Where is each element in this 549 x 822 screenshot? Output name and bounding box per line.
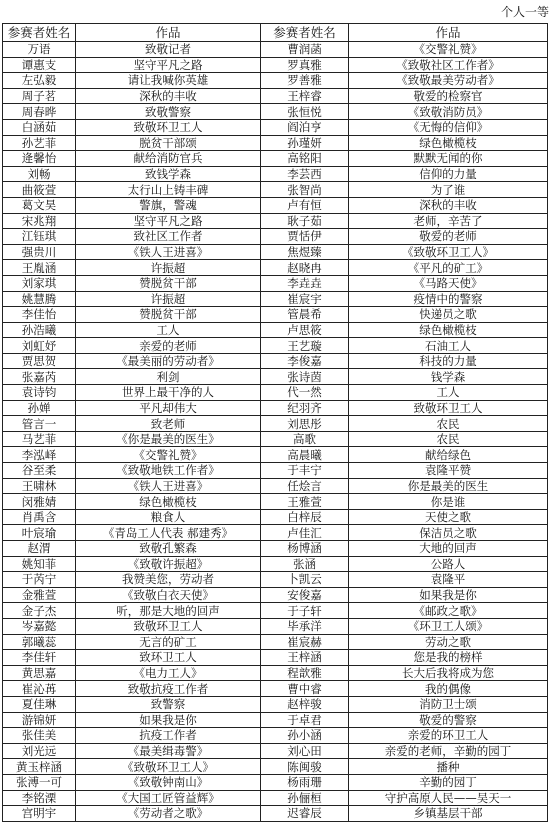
work-title-cell[interactable]: 《劳动者之歌》 [76,806,261,822]
entrant-name-cell[interactable]: 夏佳琳 [3,696,76,712]
work-title-cell[interactable]: 消防卫士颂 [349,696,548,712]
work-title-cell[interactable]: 《青岛工人代表 郝建秀》 [76,525,261,541]
work-title-cell[interactable]: 保洁员之歌 [349,525,548,541]
work-title-cell[interactable]: 您是我的榜样 [349,650,548,666]
work-title-cell[interactable]: 坚守平凡之路 [76,57,261,73]
work-title-cell[interactable]: 致钱学森 [76,166,261,182]
work-title-cell[interactable]: 为了谁 [349,182,548,198]
work-title-cell[interactable]: 《环卫工人颂》 [349,618,548,634]
work-title-cell[interactable]: 请让我喊你英雄 [76,73,261,89]
work-title-cell[interactable]: 如果我是你 [76,712,261,728]
work-title-cell[interactable]: 警旗，警魂 [76,197,261,213]
entrant-name-cell[interactable]: 焦煜臻 [261,244,349,260]
work-title-cell[interactable]: 信仰的力量 [349,166,548,182]
entrant-name-cell[interactable]: 杨博涵 [261,541,349,557]
entrant-name-cell[interactable]: 李芸西 [261,166,349,182]
entrant-name-cell[interactable]: 管言一 [3,416,76,432]
work-title-cell[interactable]: 农民 [349,416,548,432]
entrant-name-cell[interactable]: 陈闽骏 [261,759,349,775]
entrant-name-cell[interactable]: 赵梓骏 [261,696,349,712]
entrant-name-cell[interactable]: 孙小涵 [261,728,349,744]
work-title-cell[interactable]: 工人 [76,322,261,338]
table-row [3,603,548,619]
table-row [3,73,548,89]
work-title-cell[interactable]: 天使之歌 [349,509,548,525]
work-title-cell[interactable]: 《致敬环卫工人》 [349,244,548,260]
entrant-name-cell[interactable]: 谭惠支 [3,57,76,73]
table-body [3,42,548,822]
work-title-cell[interactable]: 致敬孔繁森 [76,541,261,557]
table-row [3,587,548,603]
table-row [3,696,548,712]
entrant-name-cell[interactable]: 孙浩曦 [3,322,76,338]
table-row [3,135,548,151]
entrant-name-cell[interactable]: 张嘉芮 [3,369,76,385]
work-title-cell[interactable]: 《致敬最美劳动者》 [349,73,548,89]
table-row [3,774,548,790]
entrant-name-cell[interactable]: 于芮宁 [3,572,76,588]
table-row [3,57,548,73]
entrant-name-cell[interactable]: 贾思贺 [3,353,76,369]
entrant-name-cell[interactable]: 孙俪桓 [261,790,349,806]
work-title-cell[interactable]: 农民 [349,431,548,447]
work-title-cell[interactable]: 《交警礼赞》 [76,447,261,463]
work-title-cell[interactable]: 我的偶像 [349,681,548,697]
entrant-name-cell[interactable]: 耿子茹 [261,213,349,229]
work-title-cell[interactable]: 无言的矿工 [76,634,261,650]
table-row [3,229,548,245]
work-title-cell[interactable]: 《你是最美的医生》 [76,431,261,447]
table-row [3,338,548,354]
entrant-name-cell[interactable]: 王雅萱 [261,494,349,510]
entrant-name-cell[interactable]: 李铭溧 [3,790,76,806]
entrant-name-cell[interactable]: 白梓辰 [261,509,349,525]
work-title-cell[interactable]: 我赞美您，劳动者 [76,572,261,588]
work-title-cell[interactable]: 致敬记者 [76,42,261,58]
entrant-name-cell[interactable]: 刘畅 [3,166,76,182]
entrant-name-cell[interactable]: 马艺菲 [3,431,76,447]
work-title-cell[interactable]: 绿色橄榄枝 [76,494,261,510]
header-name-left[interactable]: 参赛者姓名 [3,24,76,42]
table-row [3,681,548,697]
work-title-cell[interactable]: 深秋的丰收 [76,88,261,104]
work-title-cell[interactable]: 工人 [349,385,548,401]
table-row [3,634,548,650]
sheet-caption-bar [0,0,549,22]
entrant-name-cell[interactable]: 罗善雅 [261,73,349,89]
entrant-name-cell[interactable]: 于丰宁 [261,463,349,479]
table-row [3,712,548,728]
work-title-cell[interactable]: 太行山上铸丰碑 [76,182,261,198]
table-row [3,463,548,479]
entrant-name-cell[interactable]: 曹润菡 [261,42,349,58]
entrant-name-cell[interactable]: 纪羽齐 [261,400,349,416]
work-title-cell[interactable]: 乡镇基层干部 [349,806,548,822]
table-row [3,400,548,416]
work-title-cell[interactable]: 许振超 [76,291,261,307]
entrant-name-cell[interactable]: 杨雨珊 [261,774,349,790]
entrant-name-cell[interactable]: 江钰琪 [3,229,76,245]
entrant-name-cell[interactable]: 刘心田 [261,743,349,759]
work-title-cell[interactable]: 世界上最干净的人 [76,385,261,401]
table-row [3,509,548,525]
entrant-name-cell[interactable]: 刘家琪 [3,275,76,291]
table-row [3,416,548,432]
table-row [3,197,548,213]
table-row [3,322,548,338]
work-title-cell[interactable]: 公路人 [349,556,548,572]
entrant-name-cell[interactable]: 曲筱萱 [3,182,76,198]
entrant-name-cell[interactable]: 肖禹含 [3,509,76,525]
entrant-name-cell[interactable]: 逄馨怡 [3,151,76,167]
work-title-cell[interactable]: 《致敬社区工作者》 [349,57,548,73]
entrant-name-cell[interactable]: 阎泊亨 [261,119,349,135]
work-title-cell[interactable]: 亲爱的环卫工人 [349,728,548,744]
entrant-name-cell[interactable]: 黄玉梓涵 [3,759,76,775]
entrant-name-cell[interactable]: 万语 [3,42,76,58]
work-title-cell[interactable]: 《致敬地铁工作者》 [76,463,261,479]
entrant-name-cell[interactable]: 王胤涵 [3,260,76,276]
table-row [3,728,548,744]
entrant-name-cell[interactable]: 李泓峄 [3,447,76,463]
table-row [3,541,548,557]
entrant-name-cell[interactable]: 黄思嘉 [3,665,76,681]
entrant-name-cell[interactable]: 毕承洋 [261,618,349,634]
entrant-name-cell[interactable]: 卢佳汇 [261,525,349,541]
work-title-cell[interactable]: 《致敬钟南山》 [76,774,261,790]
entrant-name-cell[interactable]: 左弘毅 [3,73,76,89]
work-title-cell[interactable]: 深秋的丰收 [349,197,548,213]
entrant-name-cell[interactable]: 赵渭 [3,541,76,557]
work-title-cell[interactable]: 《致敬许振超》 [76,556,261,572]
table-row [3,743,548,759]
table-row [3,806,548,822]
entrant-name-cell[interactable]: 强贵川 [3,244,76,260]
table-row [3,244,548,260]
work-title-cell[interactable]: 致警察 [76,696,261,712]
table-row [3,291,548,307]
work-title-cell[interactable]: 致环卫工人 [76,650,261,666]
table-row [3,618,548,634]
entrant-name-cell[interactable]: 张佳美 [3,728,76,744]
entrant-name-cell[interactable]: 姚慧腾 [3,291,76,307]
work-title-cell[interactable]: 坚守平凡之路 [76,213,261,229]
work-title-cell[interactable]: 敬爱的检察官 [349,88,548,104]
entrant-name-cell[interactable]: 孙婵 [3,400,76,416]
work-title-cell[interactable]: 如果我是你 [349,587,548,603]
entrant-name-cell[interactable]: 李垚垚 [261,275,349,291]
entrant-name-cell[interactable]: 程歆雅 [261,665,349,681]
work-title-cell[interactable]: 石油工人 [349,338,548,354]
work-title-cell[interactable]: 《铁人王进喜》 [76,244,261,260]
entrant-name-cell[interactable]: 孙瑾妍 [261,135,349,151]
entrant-name-cell[interactable]: 管晨希 [261,307,349,323]
table-row [3,790,548,806]
work-title-cell[interactable]: 致敬环卫工人 [76,618,261,634]
table-row [3,556,548,572]
entrant-name-cell[interactable]: 张恒悦 [261,104,349,120]
work-title-cell[interactable]: 《马路天使》 [349,275,548,291]
work-title-cell[interactable]: 致社区工作者 [76,229,261,245]
entrant-name-cell[interactable]: 崔宸宇 [261,291,349,307]
entrant-name-cell[interactable]: 郭曦蕊 [3,634,76,650]
table-row [3,353,548,369]
work-title-cell[interactable]: 守护高原人民——吴天一 [349,790,548,806]
entrant-name-cell[interactable]: 葛文昊 [3,197,76,213]
entrant-name-cell[interactable]: 谷至柔 [3,463,76,479]
entrant-name-cell[interactable]: 李俊嘉 [261,353,349,369]
table-row [3,665,548,681]
table-row [3,42,548,58]
entrant-name-cell[interactable]: 姚知菲 [3,556,76,572]
work-title-cell[interactable]: 献给消防官兵 [76,151,261,167]
entrant-name-cell[interactable]: 高晨曦 [261,447,349,463]
entrant-name-cell[interactable]: 王艺璇 [261,338,349,354]
table-row [3,260,548,276]
entrant-name-cell[interactable]: 李佳怡 [3,307,76,323]
table-row [3,525,548,541]
table-row [3,182,548,198]
entrant-name-cell[interactable]: 张溥一可 [3,774,76,790]
table-row [3,119,548,135]
entrant-name-cell[interactable]: 卜凯云 [261,572,349,588]
work-title-cell[interactable]: 脱贫干部颂 [76,135,261,151]
entrant-name-cell[interactable]: 任烩言 [261,478,349,494]
work-title-cell[interactable]: 科技的力量 [349,353,548,369]
entrant-name-cell[interactable]: 王梓涵 [261,650,349,666]
work-title-cell[interactable]: 绿色橄榄枝 [349,322,548,338]
work-title-cell[interactable]: 《最美缉毒警》 [76,743,261,759]
entrant-name-cell[interactable]: 曹中睿 [261,681,349,697]
entrant-name-cell[interactable]: 贾恬伊 [261,229,349,245]
entrant-name-cell[interactable]: 刘光远 [3,743,76,759]
work-title-cell[interactable]: 快递员之歌 [349,307,548,323]
table-row [3,166,548,182]
work-title-cell[interactable]: 致敬环卫工人 [76,119,261,135]
entrant-name-cell[interactable]: 金雅萱 [3,587,76,603]
entrant-name-cell[interactable]: 刘虹妤 [3,338,76,354]
entrant-name-cell[interactable]: 崔沁苒 [3,681,76,697]
work-title-cell[interactable]: 长大后我将成为您 [349,665,548,681]
entrant-name-cell[interactable]: 迟睿辰 [261,806,349,822]
entrant-name-cell[interactable]: 刘思彤 [261,416,349,432]
entrant-name-cell[interactable]: 周子茗 [3,88,76,104]
table-row [3,104,548,120]
table-row [3,385,548,401]
work-title-cell[interactable]: 你是最美的医生 [349,478,548,494]
entrant-name-cell[interactable]: 张智尚 [261,182,349,198]
table-row [3,88,548,104]
header-work-left[interactable]: 作品 [76,24,261,42]
work-title-cell[interactable]: 敬爱的警察 [349,712,548,728]
table-row [3,151,548,167]
header-row [3,24,548,42]
entrant-name-cell[interactable]: 金子杰 [3,603,76,619]
work-title-cell[interactable]: 致敬抗疫工作者 [76,681,261,697]
entrant-name-cell[interactable]: 张诗茵 [261,369,349,385]
entrant-name-cell[interactable]: 代一然 [261,385,349,401]
entrant-name-cell[interactable]: 张涵 [261,556,349,572]
work-title-cell[interactable]: 大地的回声 [349,541,548,557]
entrant-name-cell[interactable]: 崔宸赫 [261,634,349,650]
work-title-cell[interactable]: 致老师 [76,416,261,432]
work-title-cell[interactable]: 辛勤的园丁 [349,774,548,790]
entrant-name-cell[interactable]: 游锦妍 [3,712,76,728]
table-row [3,478,548,494]
table-row [3,494,548,510]
sheet-caption: 个人一等 [500,5,549,19]
table-row [3,650,548,666]
table-row [3,431,548,447]
work-title-cell[interactable]: 《致敬白衣天使》 [76,587,261,603]
work-title-cell[interactable]: 亲爱的老师 [76,338,261,354]
entrant-name-cell[interactable]: 卢有恒 [261,197,349,213]
work-title-cell[interactable]: 老师，辛苦了 [349,213,548,229]
table-row [3,369,548,385]
work-title-cell[interactable]: 你是谁 [349,494,548,510]
work-title-cell[interactable]: 赞脱贫干部 [76,307,261,323]
entries-table [2,23,548,822]
work-title-cell[interactable]: 《无悔的信仰》 [349,119,548,135]
work-title-cell[interactable]: 劳动之歌 [349,634,548,650]
entrant-name-cell[interactable]: 卢思筱 [261,322,349,338]
table-row [3,275,548,291]
entrant-name-cell[interactable]: 孙艺菲 [3,135,76,151]
work-title-cell[interactable]: 献给绿色 [349,447,548,463]
work-title-cell[interactable]: 袁隆平赞 [349,463,548,479]
work-title-cell[interactable]: 《最美丽的劳动者》 [76,353,261,369]
work-title-cell[interactable]: 绿色橄榄枝 [349,135,548,151]
work-title-cell[interactable]: 平凡却伟大 [76,400,261,416]
entrant-name-cell[interactable]: 赵晓冉 [261,260,349,276]
work-title-cell[interactable]: 《大国工匠管益辉》 [76,790,261,806]
work-title-cell[interactable]: 《平凡的矿工》 [349,260,548,276]
work-title-cell[interactable]: 《致敬消防员》 [349,104,548,120]
work-title-cell[interactable]: 粮食人 [76,509,261,525]
header-name-right[interactable]: 参赛者姓名 [261,24,349,42]
entrant-name-cell[interactable]: 叶宸瑜 [3,525,76,541]
work-title-cell[interactable]: 听，那是大地的回声 [76,603,261,619]
header-work-right[interactable]: 作品 [349,24,548,42]
work-title-cell[interactable]: 抗疫工作者 [76,728,261,744]
work-title-cell[interactable]: 亲爱的老师，辛勤的园丁 [349,743,548,759]
entrant-name-cell[interactable]: 高歌 [261,431,349,447]
entrant-name-cell[interactable]: 闵雅婧 [3,494,76,510]
table-row [3,307,548,323]
work-title-cell[interactable]: 《铁人王进喜》 [76,478,261,494]
work-title-cell[interactable]: 袁隆平 [349,572,548,588]
work-title-cell[interactable]: 利剑 [76,369,261,385]
work-title-cell[interactable]: 许振超 [76,260,261,276]
entrant-name-cell[interactable]: 宫明宇 [3,806,76,822]
entrant-name-cell[interactable]: 李佳轩 [3,650,76,666]
entrant-name-cell[interactable]: 白涵茹 [3,119,76,135]
table-row [3,572,548,588]
work-title-cell[interactable]: 《电力工人》 [76,665,261,681]
entrant-name-cell[interactable]: 王啸林 [3,478,76,494]
work-title-cell[interactable]: 《交警礼赞》 [349,42,548,58]
work-title-cell[interactable]: 默默无闻的你 [349,151,548,167]
work-title-cell[interactable]: 赞脱贫干部 [76,275,261,291]
work-title-cell[interactable]: 播种 [349,759,548,775]
entrant-name-cell[interactable]: 袁诗钧 [3,385,76,401]
work-title-cell[interactable]: 《邮政之歌》 [349,603,548,619]
work-title-cell[interactable]: 致敬环卫工人 [349,400,548,416]
entrant-name-cell[interactable]: 罗真雅 [261,57,349,73]
work-title-cell[interactable]: 《致敬环卫工人》 [76,759,261,775]
entrant-name-cell[interactable]: 宋兆翔 [3,213,76,229]
entrant-name-cell[interactable]: 高铭阳 [261,151,349,167]
entrant-name-cell[interactable]: 王梓睿 [261,88,349,104]
entrant-name-cell[interactable]: 于子轩 [261,603,349,619]
work-title-cell[interactable]: 疫情中的警察 [349,291,548,307]
entrant-name-cell[interactable]: 周春晔 [3,104,76,120]
work-title-cell[interactable]: 敬爱的老师 [349,229,548,245]
table-row [3,447,548,463]
work-title-cell[interactable]: 钱学森 [349,369,548,385]
table-row [3,213,548,229]
table-row [3,759,548,775]
entrant-name-cell[interactable]: 安俊嘉 [261,587,349,603]
work-title-cell[interactable]: 致敬警察 [76,104,261,120]
entrant-name-cell[interactable]: 岑嘉懿 [3,618,76,634]
entrant-name-cell[interactable]: 于卓君 [261,712,349,728]
